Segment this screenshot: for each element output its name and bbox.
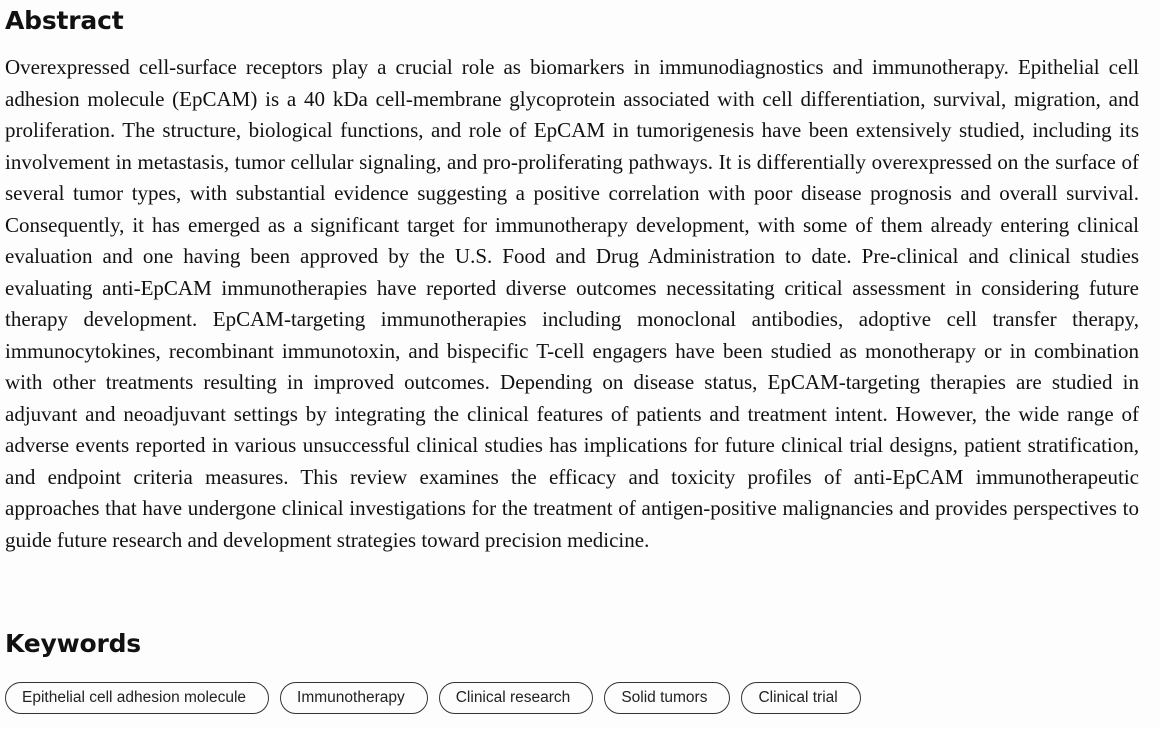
keyword-tag-solid-tumors[interactable]: Solid tumors bbox=[604, 682, 730, 714]
abstract-text: Overexpressed cell-surface receptors play a crucial role as biomarkers in immunodiagnostics and immunotherapy. Epithelial cell adhesion molecule (EpCAM) is a 40 kDa cell-membrane glycoprotein associated with cell differentiation, survival, migration, and proliferation. The structure, biological functions, and role of EpCAM in tumorigenesis have been extensively studied, including its involvement in metastasis, tumor cellular signaling, and pro-proliferating pathways. It is differentially overexpressed on the surface of several tumor types, with substantial evidence suggesting a positive correlation with poor disease prognosis and overall survival. Consequently, it has emerged as a significant target for immunotherapy development, with some of them already entering clinical evaluation and one having been approved by the U.S. Food and Drug Administration to date. Pre-clinical and clinical studies evaluating anti-EpCAM immunotherapies have reported diverse outcomes necessitating critical assessment in considering future therapy development. EpCAM-targeting immunotherapies including monoclonal antibodies, adoptive cell transfer therapy, immunocytokines, recombinant immunotoxin, and bispecific T-cell engagers have been studied as monotherapy or in combination with other treatments resulting in improved outcomes. Depending on disease status, EpCAM-targeting therapies are studied in adjuvant and neoadjuvant settings by integrating the clinical features of patients and treatment intent. However, the wide range of adverse events reported in various unsuccessful clinical studies has implications for future clinical trial designs, patient stratification, and endpoint criteria measures. This review examines the efficacy and toxicity profiles of anti-EpCAM immunotherapeutic approaches that have undergone clinical investigations for the treatment of antigen-positive malignancies and provides perspectives to guide future research and development strategies toward precision medicine. bbox=[5, 55, 1139, 552]
keyword-tag-clinical-trial[interactable]: Clinical trial bbox=[741, 682, 860, 714]
keyword-tag-immunotherapy[interactable]: Immunotherapy bbox=[280, 682, 428, 714]
keywords-heading: Keywords bbox=[5, 629, 141, 658]
keyword-tag-clinical-research[interactable]: Clinical research bbox=[439, 682, 594, 714]
abstract-heading: Abstract bbox=[5, 6, 124, 35]
keyword-tag-epithelial-cell-adhesion-molecule[interactable]: Epithelial cell adhesion molecule bbox=[5, 682, 269, 714]
keyword-list bbox=[5, 682, 861, 714]
